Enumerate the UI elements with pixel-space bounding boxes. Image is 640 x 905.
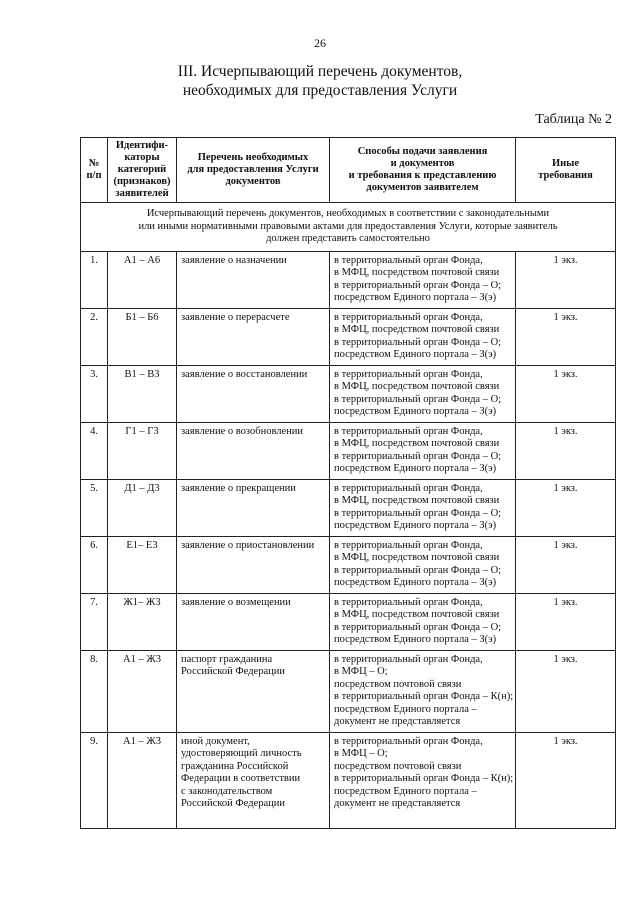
text-line: в территориальный орган Фонда – К(н); [334, 773, 514, 784]
text-line: в территориальный орган Фонда – К(н); [334, 691, 514, 702]
text-line: заявление о приостановлении [181, 539, 315, 551]
text-line: посредством почтовой связи [334, 760, 462, 772]
text-line: или иными нормативными правовыми актами для предоставления Услуги, которые заявитель [138, 220, 558, 232]
row-identifiers: В1 – В3 [108, 365, 177, 422]
row-identifiers: А1 – Ж3 [108, 650, 177, 732]
text-line: заявление о восстановлении [181, 368, 308, 380]
page-number: 26 [314, 36, 326, 50]
table-row [81, 251, 616, 308]
heading-line-2: необходимых для предоставления Услуги [182, 82, 458, 99]
row-submission-methods [330, 365, 516, 422]
row-number: 5. [81, 479, 108, 536]
documents-table [80, 137, 616, 829]
text-line: заявление о перерасчете [181, 311, 290, 323]
text-line: в МФЦ, посредством почтовой связи [334, 495, 500, 506]
row-other-requirements: 1 экз. [516, 650, 616, 732]
text-line: п/п [86, 170, 102, 181]
text-line: посредством Единого портала – [334, 785, 477, 797]
text-line: и требования к представлению [348, 170, 497, 181]
row-identifiers: Е1– Е3 [108, 536, 177, 593]
table-row [81, 593, 616, 650]
row-submission-methods [330, 536, 516, 593]
row-identifiers: А1 – А6 [108, 251, 177, 308]
row-number: 4. [81, 422, 108, 479]
text-line: в территориальный орган Фонда, [334, 482, 483, 494]
text-line: в территориальный орган Фонда, [334, 653, 483, 665]
header-identifiers [108, 138, 177, 203]
text-line: Иные [551, 158, 580, 169]
text-line: Способы подачи заявления [357, 146, 488, 157]
row-document [177, 251, 330, 308]
table-row [81, 650, 616, 732]
text-line: заявителей [115, 188, 169, 199]
header-documents [177, 138, 330, 203]
text-line: в МФЦ, посредством почтовой связи [334, 609, 500, 620]
text-line: посредством Единого портала – [334, 703, 477, 715]
text-line: в МФЦ, посредством почтовой связи [334, 438, 500, 449]
row-document [177, 365, 330, 422]
row-submission-methods [330, 650, 516, 732]
text-line: посредством Единого портала – З(э) [334, 463, 497, 474]
text-line: иной документ, [181, 735, 250, 747]
text-line: в территориальный орган Фонда, [334, 368, 483, 380]
text-line: в МФЦ – О; [334, 666, 388, 677]
text-line: в территориальный орган Фонда, [334, 596, 483, 608]
text-line: гражданина Российской [181, 760, 289, 772]
row-document [177, 593, 330, 650]
text-line: удостоверяющий личность [181, 748, 302, 759]
text-line: паспорт гражданина [181, 653, 273, 665]
text-line: в территориальный орган Фонда – О; [334, 564, 502, 576]
table-header-row [81, 138, 616, 203]
text-line: в территориальный орган Фонда, [334, 735, 483, 747]
text-line: Российской Федерации [181, 666, 285, 677]
row-other-requirements: 1 экз. [516, 479, 616, 536]
row-document [177, 732, 330, 828]
text-line: в МФЦ, посредством почтовой связи [334, 552, 500, 563]
text-line: в МФЦ, посредством почтовой связи [334, 267, 500, 278]
row-identifiers: Ж1– Ж3 [108, 593, 177, 650]
text-line: посредством Единого портала – З(э) [334, 577, 497, 588]
text-line: в территориальный орган Фонда, [334, 311, 483, 323]
row-other-requirements: 1 экз. [516, 593, 616, 650]
header-submission-methods [330, 138, 516, 203]
text-line: заявление о назначении [181, 254, 287, 266]
row-number: 7. [81, 593, 108, 650]
text-line: в территориальный орган Фонда – О; [334, 393, 502, 405]
text-line: требования [538, 170, 593, 181]
text-line: посредством Единого портала – З(э) [334, 292, 497, 303]
text-line: в территориальный орган Фонда – О; [334, 336, 502, 348]
text-line: Федерации в соответствии [181, 773, 301, 784]
text-line: категорий [117, 164, 167, 175]
text-line: заявление о возобновлении [181, 425, 304, 437]
row-submission-methods [330, 732, 516, 828]
text-line: Перечень необходимых [197, 152, 309, 163]
row-other-requirements: 1 экз. [516, 732, 616, 828]
row-number: 3. [81, 365, 108, 422]
row-submission-methods [330, 308, 516, 365]
header-other-requirements [516, 138, 616, 203]
note-row [81, 203, 616, 252]
row-document [177, 308, 330, 365]
table-caption: Таблица № 2 [535, 112, 612, 127]
table-row [81, 479, 616, 536]
table-row [81, 308, 616, 365]
text-line: № [88, 158, 100, 169]
row-identifiers: Б1 – Б6 [108, 308, 177, 365]
text-line: документ не представляется [334, 716, 461, 727]
row-number: 8. [81, 650, 108, 732]
row-other-requirements: 1 экз. [516, 308, 616, 365]
text-line: в территориальный орган Фонда – О; [334, 621, 502, 633]
section-heading [0, 62, 640, 100]
table-row [81, 536, 616, 593]
text-line: посредством Единого портала – З(э) [334, 349, 497, 360]
row-other-requirements: 1 экз. [516, 422, 616, 479]
row-submission-methods [330, 593, 516, 650]
text-line: каторы [124, 152, 160, 163]
row-submission-methods [330, 422, 516, 479]
row-other-requirements: 1 экз. [516, 536, 616, 593]
text-line: в территориальный орган Фонда – О; [334, 279, 502, 291]
text-line: в МФЦ, посредством почтовой связи [334, 324, 500, 335]
table-row [81, 422, 616, 479]
text-line: в МФЦ, посредством почтовой связи [334, 381, 500, 392]
row-number: 1. [81, 251, 108, 308]
text-line: в территориальный орган Фонда, [334, 254, 483, 266]
text-line: заявление о возмещении [181, 596, 291, 608]
text-line: в территориальный орган Фонда, [334, 539, 483, 551]
text-line: Исчерпывающий перечень документов, необходимых в соответствии с законодательными [146, 208, 550, 219]
text-line: (признаков) [113, 176, 171, 187]
text-line: Российской Федерации [181, 798, 285, 809]
row-other-requirements: 1 экз. [516, 365, 616, 422]
row-submission-methods [330, 479, 516, 536]
text-line: в территориальный орган Фонда, [334, 425, 483, 437]
text-line: посредством Единого портала – З(э) [334, 634, 497, 645]
row-identifiers: А1 – Ж3 [108, 732, 177, 828]
row-number: 9. [81, 732, 108, 828]
row-other-requirements: 1 экз. [516, 251, 616, 308]
text-line: и документов [390, 158, 455, 169]
text-line: должен представить самостоятельно [266, 233, 430, 244]
text-line: заявление о прекращении [181, 482, 296, 494]
row-document [177, 422, 330, 479]
row-document [177, 536, 330, 593]
row-submission-methods [330, 251, 516, 308]
text-line: с законодательством [181, 785, 273, 797]
row-document [177, 479, 330, 536]
text-line: Идентифи- [115, 140, 169, 151]
table-row [81, 732, 616, 828]
row-document [177, 650, 330, 732]
row-number: 2. [81, 308, 108, 365]
note-cell [81, 203, 616, 252]
text-line: посредством Единого портала – З(э) [334, 406, 497, 417]
heading-line-1: III. Исчерпывающий перечень документов, [177, 63, 463, 80]
text-line: документ не представляется [334, 798, 461, 809]
text-line: документов заявителем [366, 182, 479, 193]
row-number: 6. [81, 536, 108, 593]
header-number [81, 138, 108, 203]
table-row [81, 365, 616, 422]
text-line: посредством почтовой связи [334, 678, 462, 690]
text-line: документов [225, 176, 281, 187]
text-line: в территориальный орган Фонда – О; [334, 450, 502, 462]
row-identifiers: Д1 – Д3 [108, 479, 177, 536]
text-line: посредством Единого портала – З(э) [334, 520, 497, 531]
text-line: для предоставления Услуги [187, 164, 319, 175]
row-identifiers: Г1 – Г3 [108, 422, 177, 479]
text-line: в территориальный орган Фонда – О; [334, 507, 502, 519]
text-line: в МФЦ – О; [334, 748, 388, 759]
